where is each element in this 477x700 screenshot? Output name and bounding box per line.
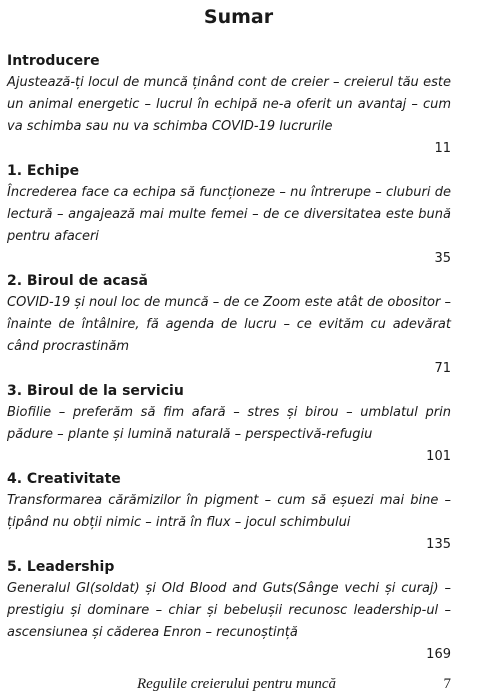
toc-entry-introducere [7, 50, 451, 160]
footer-book-title: Regulile creierului pentru muncă [137, 676, 336, 692]
entry-description: COVID-19 și noul loc de muncă – de ce Zoom este atât de obositor – înainte de întâlnire, fă agenda de lucru – ce evităm cu adevărat când procrastinăm [7, 295, 451, 354]
entry-page-number: 169 [426, 647, 451, 662]
footer-page-number: 7 [443, 676, 451, 692]
entry-description: Biofilie – preferăm să fim afară – stres și birou – umblatul prin pădure – plante și lumină naturală – perspectivă-refugiu [7, 405, 451, 442]
toc-entry-biroul-de-la-serviciu [7, 380, 451, 468]
entry-description: Transformarea cărămizilor în pigment – cum să eșuezi mai bine – țipând nu obții nimic – intră în flux – jocul schimbului [7, 493, 451, 530]
page-footer [0, 672, 477, 696]
entry-heading: 5. Leadership [7, 559, 115, 575]
entry-description: Încrederea face ca echipa să funcționeze – nu întrerupe – cluburi de lectură – angajează mai multe femei – de ce diversitatea este bună pentru afaceri [7, 185, 451, 244]
entry-page-number: 35 [434, 251, 451, 266]
entry-heading: 3. Biroul de la serviciu [7, 383, 184, 399]
entry-page-number: 11 [434, 141, 451, 156]
entry-description: Ajustează-ți locul de muncă ținând cont de creier – creierul tău este un animal energetic – lucrul în echipă ne-a oferit un avantaj – cum va schimba sau nu va schimba COVID-19 lucrurile [7, 75, 451, 134]
entry-page-number: 71 [434, 361, 451, 376]
toc-entry-biroul-de-acasa [7, 270, 451, 380]
entry-description: Generalul GI(soldat) și Old Blood and Guts(Sânge vechi și curaj) – prestigiu și dominare – chiar și bebelușii recunosc leadership-ul – ascensiunea și căderea Enron – recunoștință [7, 581, 451, 640]
entry-heading: 4. Creativitate [7, 471, 121, 487]
toc-entry-creativitate [7, 468, 451, 556]
toc-entry-echipe [7, 160, 451, 270]
entry-heading: 1. Echipe [7, 163, 80, 179]
page-title: Sumar [203, 6, 274, 28]
entry-page-number: 101 [426, 449, 451, 464]
toc-entry-leadership [7, 556, 451, 666]
entry-heading: 2. Biroul de acasă [7, 273, 148, 289]
entry-heading: Introducere [7, 53, 100, 69]
entry-page-number: 135 [426, 537, 451, 552]
table-of-contents [7, 50, 451, 666]
